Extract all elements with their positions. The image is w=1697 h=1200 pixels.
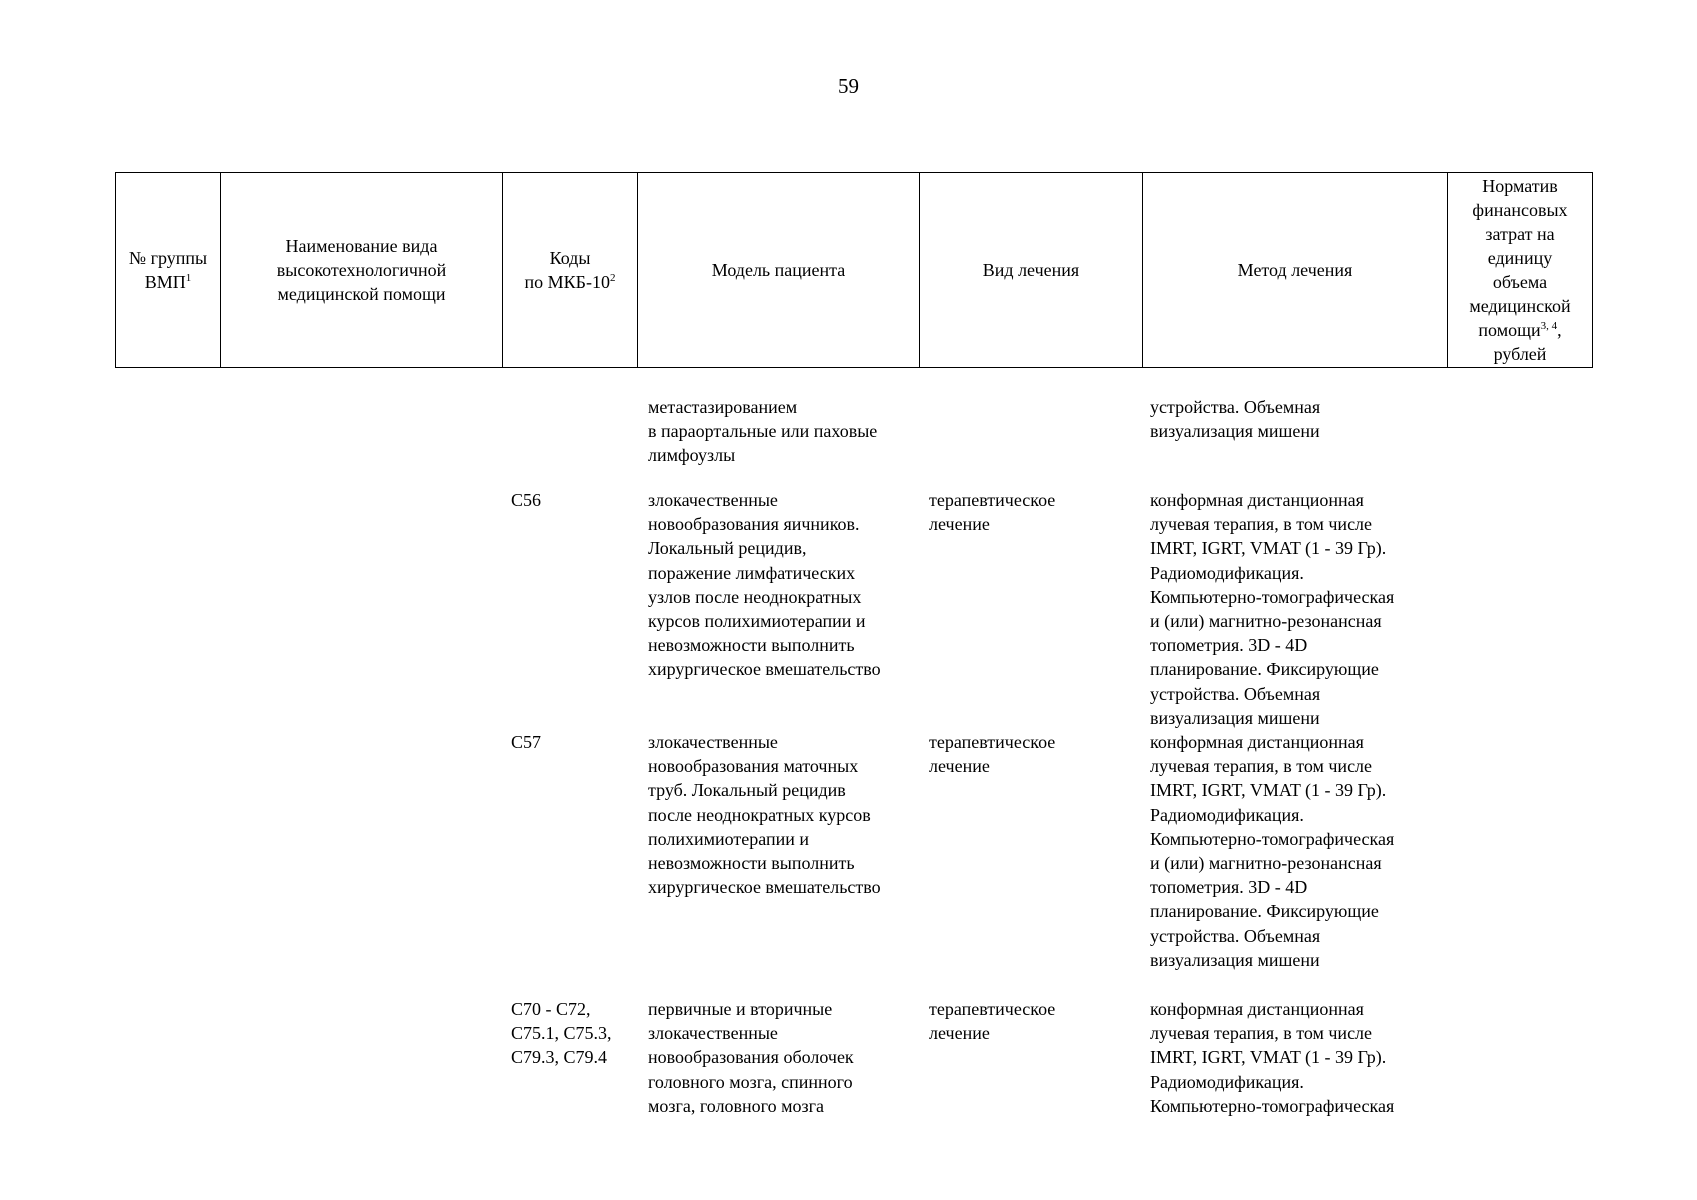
continuation-method: устройства. Объемная визуализация мишени (1150, 397, 1321, 442)
header-group-number: № группы ВМП$^1$ (116, 173, 221, 368)
row-c57-method: конформная дистанционная лучевая терапия, в том числе IMRT, IGRT, VMAT (1 - 39 Гр). Радиомодификация. Компьютерно-томографическая и (или) магнитно-резонансная топометрия. 3D - 4D планирование. Фиксирующие устройства. Объемная визуализация мишени (1150, 732, 1395, 970)
header-icd-codes: Коды по МКБ-$10^2$ (503, 173, 638, 368)
row-c56-codes: C56 (511, 490, 542, 510)
continuation-model: метастазированием в параортальные или паховые лимфоузлы (648, 397, 878, 466)
header-cost-standard: Норматив финансовых затрат на единицу объема медицинской помощи$^{3, 4}$, рублей (1448, 173, 1593, 368)
table-header (115, 172, 1593, 368)
row-c56-model: злокачественные новообразования яичников. Локальный рецидив, поражение лимфатических узлов после неоднократных курсов полихимиотерапии и невозможности выполнить хирургическое вмешательство (648, 490, 881, 680)
row-c57-treatment: терапевтическое лечение (929, 732, 1056, 777)
row-c70-method: конформная дистанционная лучевая терапия, в том числе IMRT, IGRT, VMAT (1 - 39 Гр). Радиомодификация. Компьютерно-томографическая (1150, 999, 1395, 1116)
page-number: 59 (838, 74, 859, 98)
header-patient-model: Модель пациента (638, 173, 920, 368)
header-care-type: Наименование вида высокотехнологичной медицинской помощи (221, 173, 503, 368)
header-treatment-method: Метод лечения (1143, 173, 1448, 368)
row-c57-codes: C57 (511, 732, 542, 752)
row-c56-method: конформная дистанционная лучевая терапия, в том числе IMRT, IGRT, VMAT (1 - 39 Гр). Радиомодификация. Компьютерно-томографическая и (или) магнитно-резонансная топометрия. 3D - 4D планирование. Фиксирующие устройства. Объемная визуализация мишени (1150, 490, 1395, 728)
row-c56-treatment: терапевтическое лечение (929, 490, 1056, 535)
row-c70-treatment: терапевтическое лечение (929, 999, 1056, 1044)
row-c57-model: злокачественные новообразования маточных труб. Локальный рецидив после неоднократных курсов полихимиотерапии и невозможности выполнить хирургическое вмешательство (648, 732, 881, 898)
row-c70-model: первичные и вторичные злокачественные новообразования оболочек головного мозга, спинного мозга, головного мозга (648, 999, 854, 1116)
header-treatment-type: Вид лечения (920, 173, 1143, 368)
row-c70-codes: C70 - C72, C75.1, C75.3, C79.3, C79.4 (511, 999, 612, 1068)
